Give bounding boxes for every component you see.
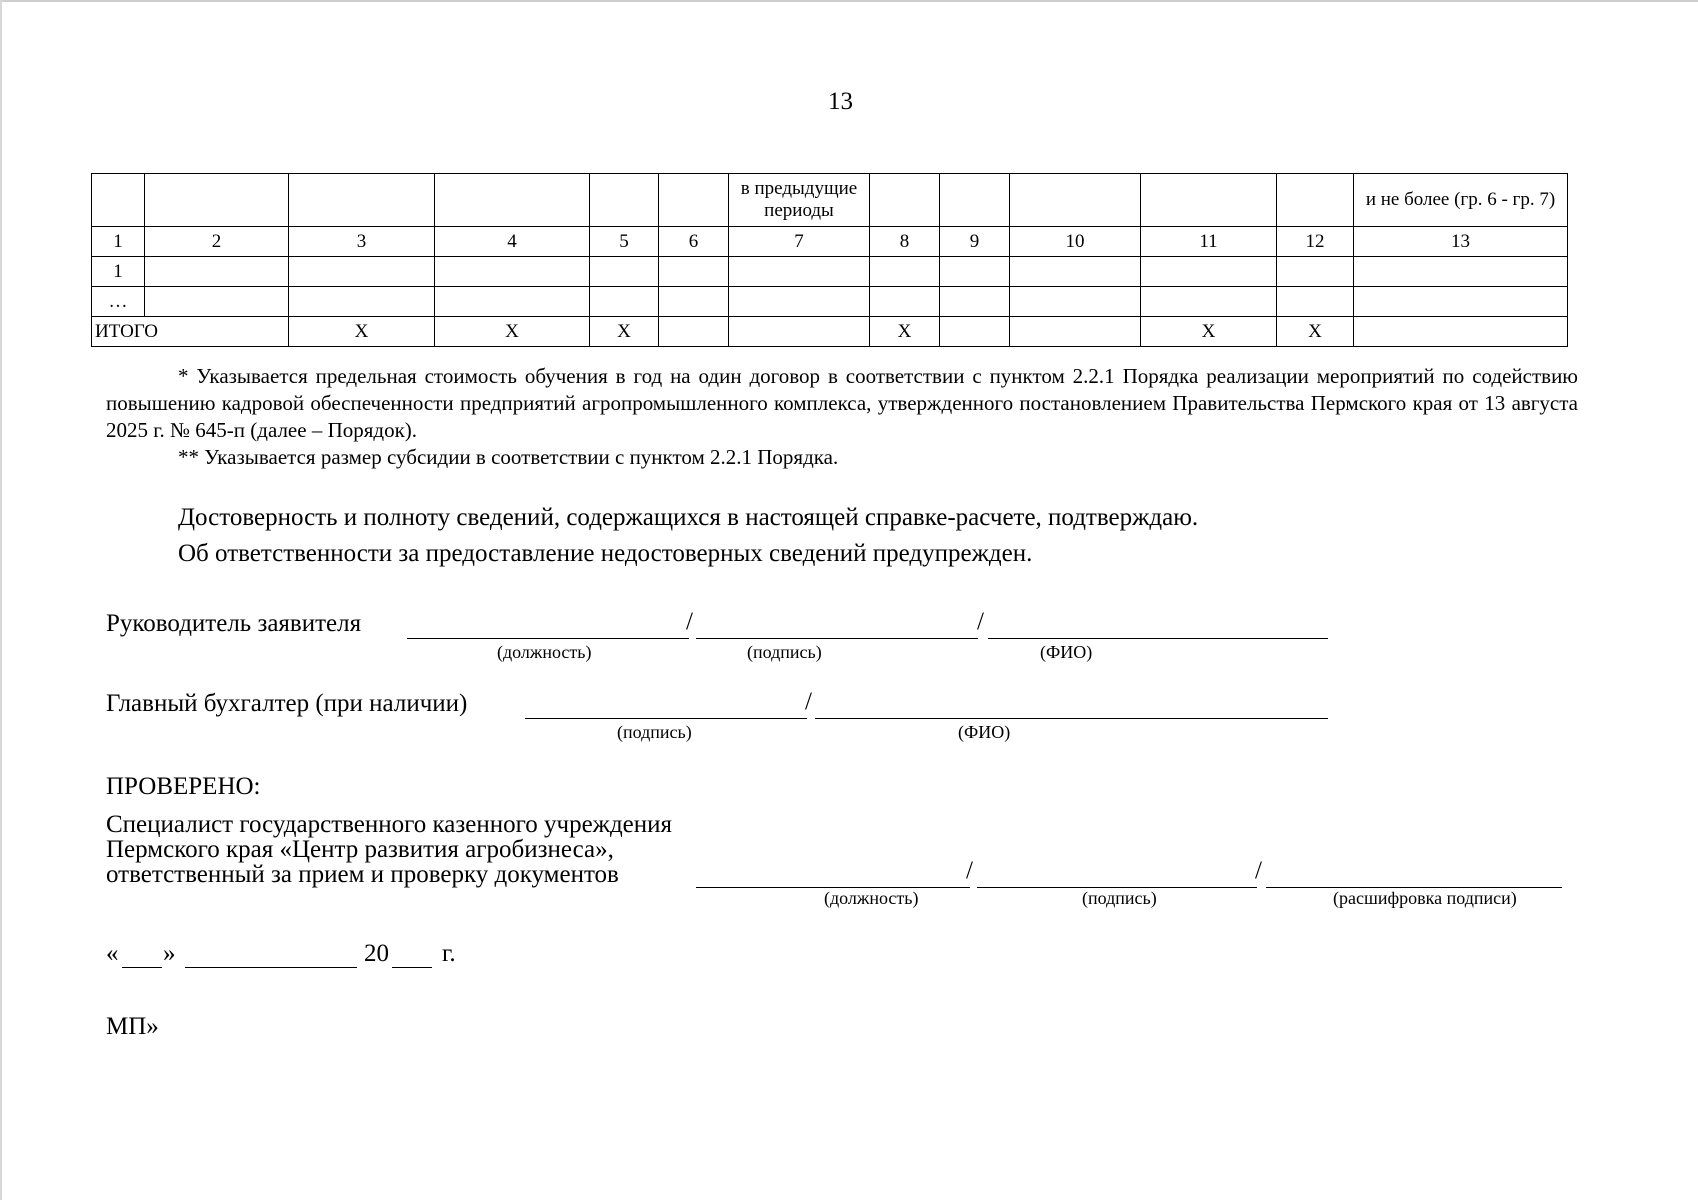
- caption-signature: (подпись): [1082, 888, 1157, 908]
- separator-slash: /: [977, 608, 984, 635]
- name-line: [988, 638, 1328, 639]
- table-cell: [145, 257, 289, 287]
- table-cell: [289, 287, 435, 317]
- name-line: [815, 718, 1328, 719]
- date-close-quote: »: [163, 940, 176, 967]
- table-cell: [590, 257, 659, 287]
- table-cell: [659, 257, 729, 287]
- header-cell: и не более (гр. 6 - гр. 7): [1354, 174, 1568, 227]
- column-number-row: [92, 227, 1568, 257]
- scan-border: [0, 0, 2, 1200]
- column-number: 4: [435, 227, 590, 257]
- column-number: 12: [1277, 227, 1354, 257]
- total-cell: [1010, 317, 1141, 347]
- column-number: 3: [289, 227, 435, 257]
- table-cell: [1354, 257, 1568, 287]
- scan-border: [0, 0, 1698, 2]
- total-cell: X: [1277, 317, 1354, 347]
- header-cell: [1010, 174, 1141, 227]
- column-number: 5: [590, 227, 659, 257]
- declaration: [178, 500, 1198, 572]
- header-cell: [1141, 174, 1277, 227]
- table-cell: [1277, 287, 1354, 317]
- table-cell: [870, 287, 940, 317]
- table-cell: [435, 287, 590, 317]
- caption-name: (ФИО): [958, 722, 1011, 742]
- total-cell: X: [870, 317, 940, 347]
- footnotes: [106, 363, 1578, 471]
- separator-slash: /: [966, 857, 973, 884]
- table-row: [92, 287, 1568, 317]
- caption-position: (должность): [497, 642, 592, 662]
- checked-title: ПРОВЕРЕНО:: [106, 773, 261, 800]
- day-line: [122, 967, 162, 968]
- total-cell: X: [289, 317, 435, 347]
- table-cell: [729, 287, 870, 317]
- table-cell: [289, 257, 435, 287]
- header-cell: [435, 174, 590, 227]
- checked-line: Специалист государственного казенного учреждения: [106, 811, 673, 838]
- signature-line: [696, 638, 978, 639]
- stamp-mark: МП»: [106, 1013, 159, 1040]
- header-cell: в предыдущие периоды: [729, 174, 870, 227]
- caption-signature: (подпись): [747, 642, 822, 662]
- declaration-line: Достоверность и полноту сведений, содержащихся в настоящей справке-расчете, подтверждаю.: [178, 504, 1199, 531]
- date-open-quote: «: [106, 940, 119, 967]
- caption-position: (должность): [824, 888, 919, 908]
- column-number: 9: [940, 227, 1010, 257]
- year-line: [392, 967, 432, 968]
- checked-line: Пермского края «Центр развития агробизнеса»,: [106, 836, 614, 863]
- column-number: 1: [92, 227, 145, 257]
- header-cell: [940, 174, 1010, 227]
- head-signature-label: Руководитель заявителя: [106, 610, 362, 637]
- table-cell: [590, 287, 659, 317]
- column-number: 10: [1010, 227, 1141, 257]
- header-cell: [1277, 174, 1354, 227]
- caption-name: (ФИО): [1040, 642, 1093, 662]
- page-number: 13: [828, 88, 853, 115]
- total-cell: [1354, 317, 1568, 347]
- table-cell: [1354, 287, 1568, 317]
- table-header-row: [92, 174, 1568, 227]
- table-cell: [1277, 257, 1354, 287]
- table-cell: [145, 287, 289, 317]
- table-cell: [729, 257, 870, 287]
- table-cell: [940, 257, 1010, 287]
- table-cell: [870, 257, 940, 287]
- date-suffix: г.: [442, 940, 456, 967]
- separator-slash: /: [686, 608, 693, 635]
- table-cell: [435, 257, 590, 287]
- total-cell: X: [1141, 317, 1277, 347]
- footnote-first: * Указывается предельная стоимость обучения в год на один договор в соответствии с пунктом 2.2.1 Порядка реализации мероприятий по содействию повышению кадровой обеспеченности предприятий агропромышленного комплекса, утвержденного постановлением Правительства Пермского края от 13 августа 2025 г. № 645-п (далее – Порядок).: [106, 364, 1578, 442]
- column-number: 13: [1354, 227, 1568, 257]
- table-cell: [1010, 257, 1141, 287]
- total-label: ИТОГО: [92, 317, 289, 347]
- declaration-line: Об ответственности за предоставление недостоверных сведений предупрежден.: [178, 540, 1033, 567]
- signature-line: [525, 718, 807, 719]
- total-cell: X: [435, 317, 590, 347]
- date-century: 20: [364, 940, 389, 967]
- total-cell: [659, 317, 729, 347]
- column-number: 2: [145, 227, 289, 257]
- column-number: 6: [659, 227, 729, 257]
- header-cell: [289, 174, 435, 227]
- separator-slash: /: [805, 688, 812, 715]
- column-number: 11: [1141, 227, 1277, 257]
- table-cell: …: [92, 287, 145, 317]
- accountant-signature-label: Главный бухгалтер (при наличии): [106, 690, 468, 717]
- table-cell: [1141, 287, 1277, 317]
- total-cell: [729, 317, 870, 347]
- table-cell: [659, 287, 729, 317]
- month-line: [185, 967, 357, 968]
- column-number: 7: [729, 227, 870, 257]
- total-cell: [940, 317, 1010, 347]
- column-number: 8: [870, 227, 940, 257]
- table-row: [92, 257, 1568, 287]
- header-cell: [590, 174, 659, 227]
- header-cell: [92, 174, 145, 227]
- header-cell: [145, 174, 289, 227]
- table-cell: 1: [92, 257, 145, 287]
- checked-line: ответственный за прием и проверку документов: [106, 861, 619, 888]
- separator-slash: /: [1255, 857, 1262, 884]
- table-cell: [940, 287, 1010, 317]
- caption-decryption: (расшифровка подписи): [1333, 888, 1517, 908]
- caption-signature: (подпись): [617, 722, 692, 742]
- footnote-second: ** Указывается размер субсидии в соответствии с пунктом 2.2.1 Порядка.: [178, 445, 839, 469]
- header-cell: [870, 174, 940, 227]
- total-row: [92, 317, 1568, 347]
- header-cell: [659, 174, 729, 227]
- position-line: [407, 638, 689, 639]
- calculation-table: [91, 173, 1568, 347]
- total-cell: X: [590, 317, 659, 347]
- table-cell: [1010, 287, 1141, 317]
- table-cell: [1141, 257, 1277, 287]
